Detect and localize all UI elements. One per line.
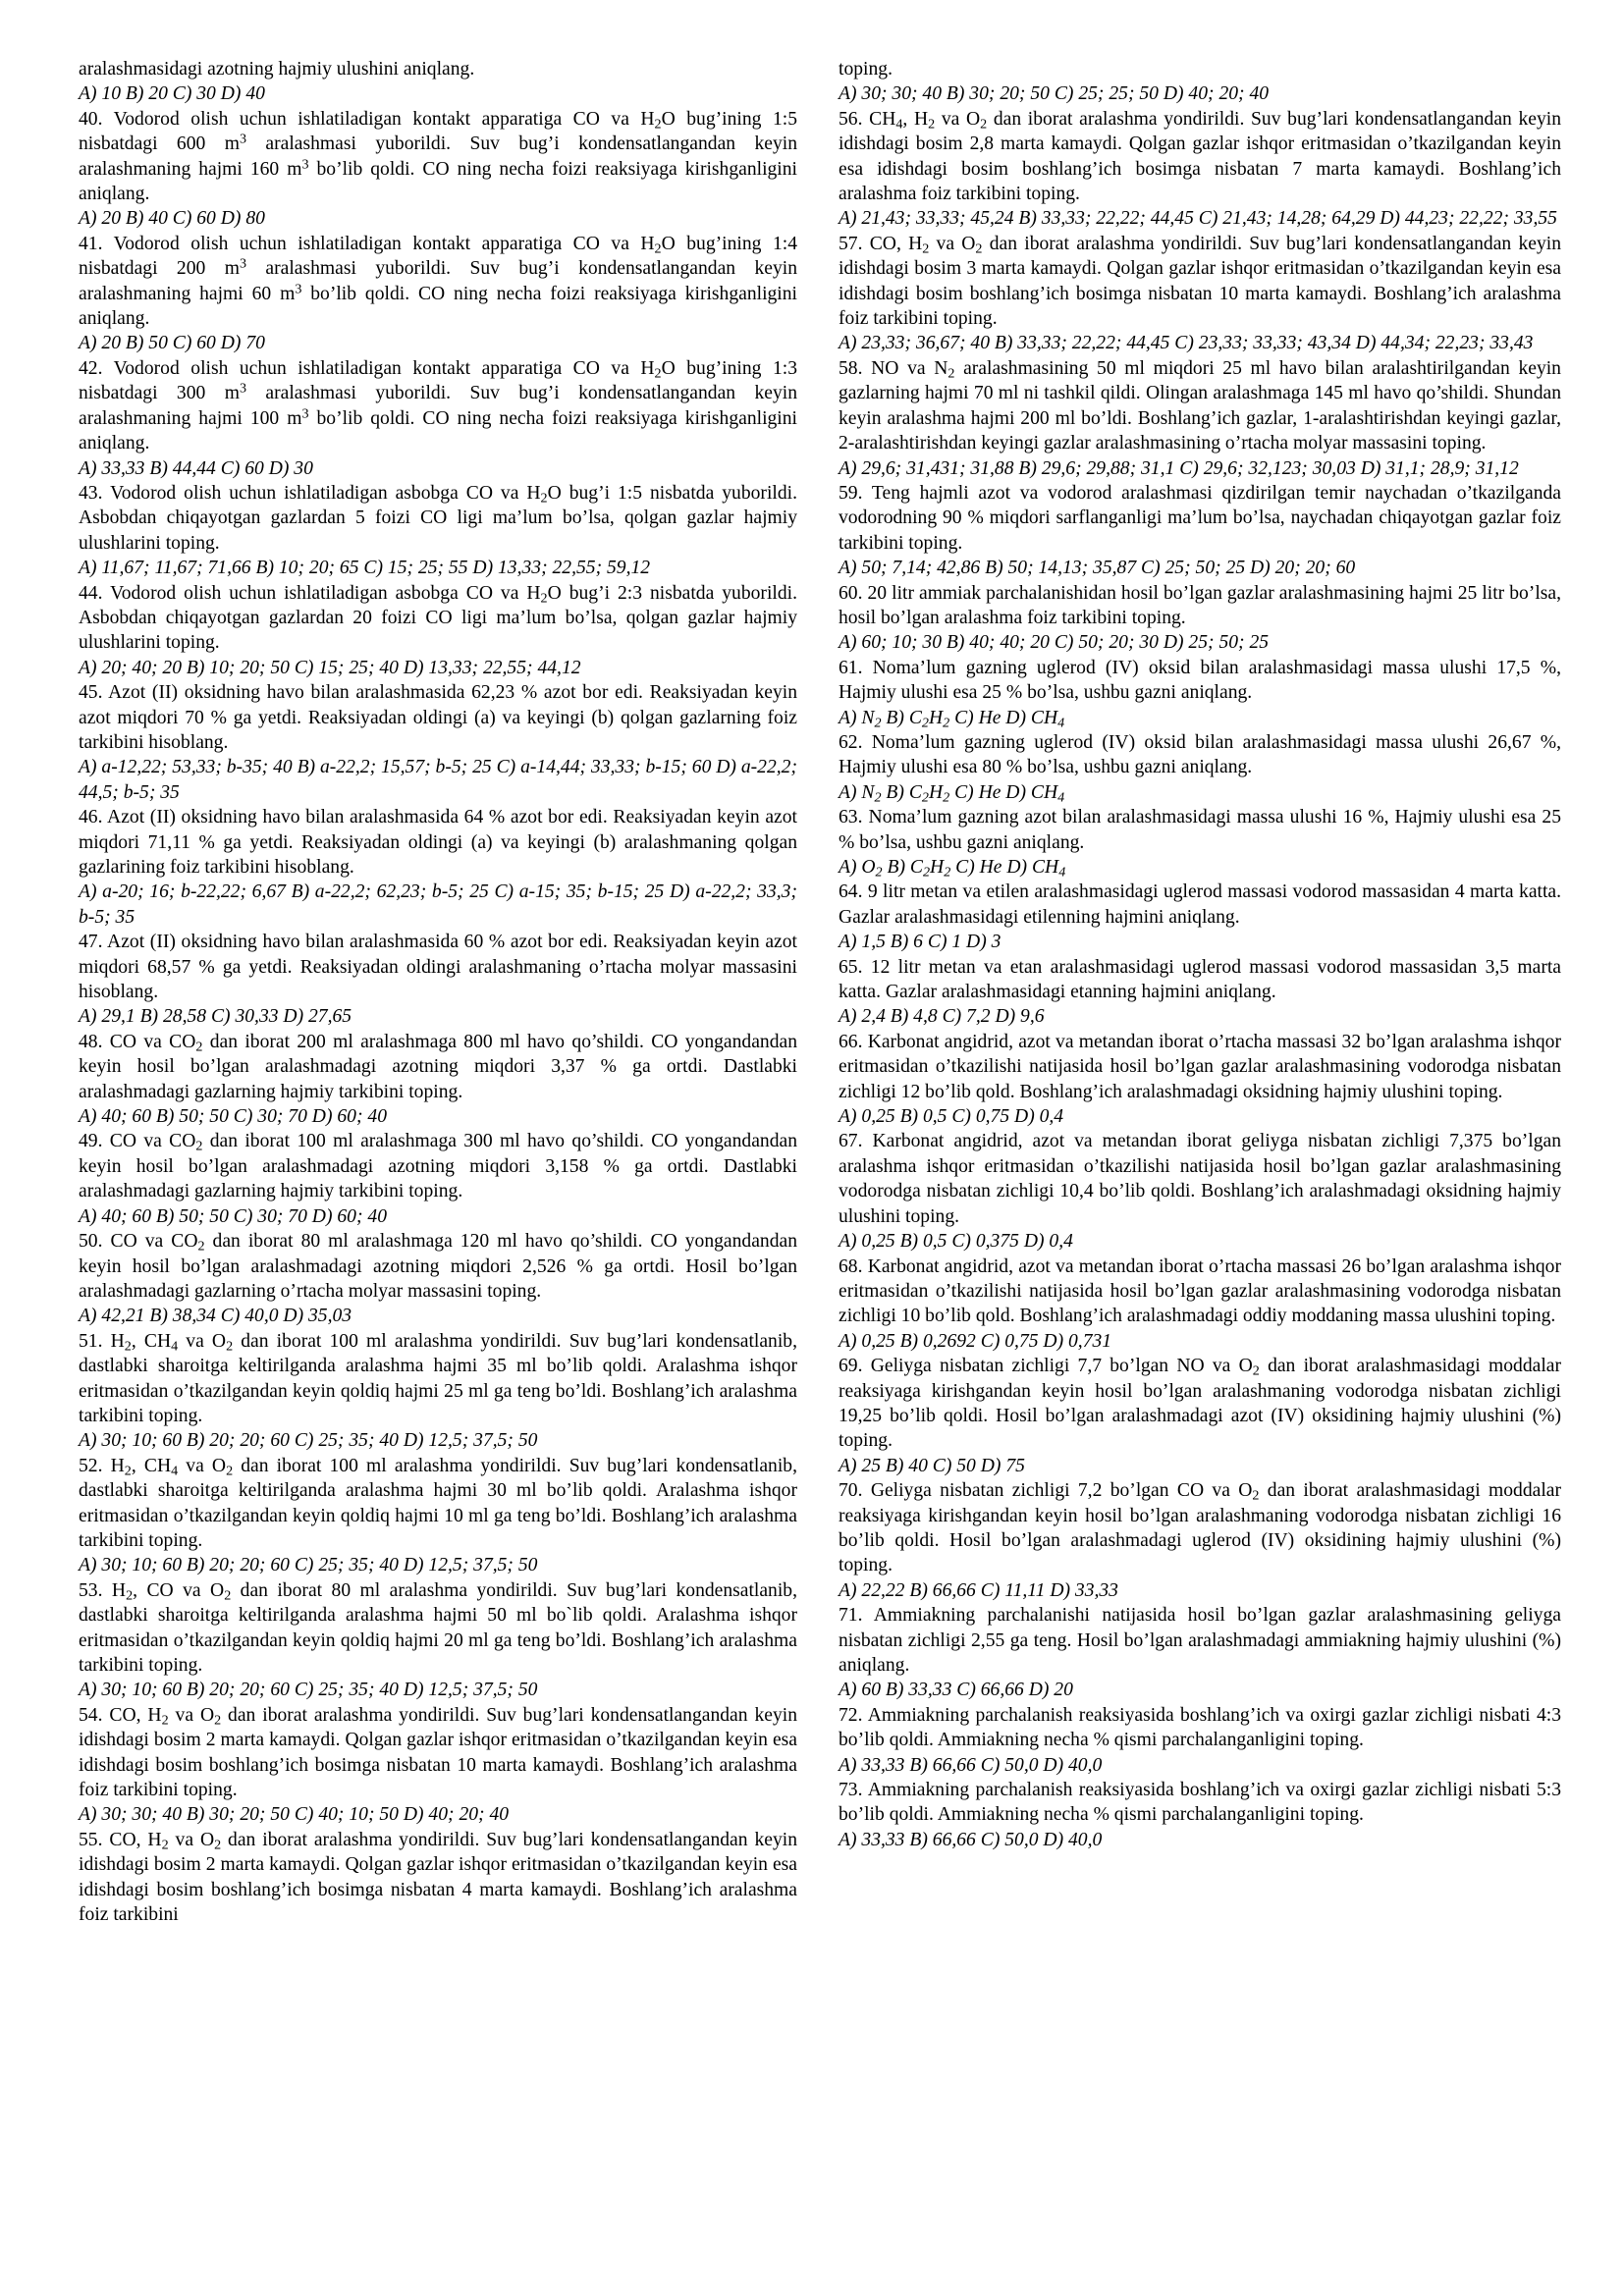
question-text: 48. CO va $CO_2$ dan iborat 200 ml aralashmaga 800 ml havo qo’shildi. CO yongandandan keyin hosil bo’lgan aralashmadagi azotning miqdori 3,37 % ga ortdi. Dastlabki aralashmadagi gazlarning hajmiy tarkibini toping.: [79, 1031, 797, 1102]
answer-options: A) 40; 60 B) 50; 50 C) 30; 70 D) 60; 40: [79, 1205, 387, 1227]
question-text: 42. Vodorod olish uchun ishlatiladigan kontakt apparatiga CO va $H_2O$ bug’ining 1:3 nisbatdagi 300 $m^3$ aralashmasi yuborildi. Suv bug’i kondensatlangandan keyin aralashmaning hajmi 100 $m^3$ bo’lib qoldi. CO ning necha foizi reaksiyaga kirishganligini aniqlang.: [79, 357, 797, 454]
answer-options: A) 20 B) 40 C) 60 D) 80: [79, 208, 265, 230]
question-block: [839, 1778, 1561, 1852]
question-text: 46. Azot (II) oksidning havo bilan aralashmasida 64 % azot bor edi. Reaksiyadan keyin azot miqdori 71,11 % ga yetdi. Reaksiyadan oldingi (a) va keyingi (b) aralashmaning qolgan gazlarining foiz tarkibini hisoblang.: [79, 807, 797, 878]
question-block: [839, 1030, 1561, 1130]
question-block: [79, 107, 797, 232]
question-block: [839, 1478, 1561, 1603]
answer-options: A) 22,22 B) 66,66 C) 11,11 D) 33,33: [839, 1579, 1118, 1601]
question-block: [79, 680, 797, 805]
question-text: 62. Noma’lum gazning uglerod (IV) oksid bilan aralashmasidagi massa ulushi 26,67 %, Hajmiy ulushi esa 80 % bo’lsa, ushbu gazni aniqlang.: [839, 731, 1561, 778]
question-text: 45. Azot (II) oksidning havo bilan aralashmasida 62,23 % azot bor edi. Reaksiyadan keyin azot miqdori 70 % ga yetdi. Reaksiyadan oldingi (a) va keyingi (b) qolgan gazlarning foiz tarkibini hisoblang.: [79, 682, 797, 753]
question-text: 61. Noma’lum gazning uglerod (IV) oksid bilan aralashmasidagi massa ulushi 17,5 %, Hajmiy ulushi esa 25 % bo’lsa, ushbu gazni aniqlang.: [839, 657, 1561, 704]
question-block: [79, 1329, 797, 1454]
answer-options: A) 50; 7,14; 42,86 B) 50; 14,13; 35,87 C) 25; 50; 25 D) 20; 20; 60: [839, 558, 1356, 579]
question-block: [79, 481, 797, 581]
question-block: [839, 1129, 1561, 1254]
question-text: 60. 20 litr ammiak parchalanishidan hosil bo’lgan gazlar aralashmasining hajmi 25 litr bo’lsa, hosil bo’lgan aralashma foiz tarkibini toping.: [839, 582, 1561, 628]
question-block: [839, 656, 1561, 730]
question-text: 72. Ammiakning parchalanish reaksiyasida boshlang’ich va oxirgi gazlar zichligi nisbati 4:3 bo’lib qoldi. Ammiakning necha % qismi parchalanganligini toping.: [839, 1704, 1561, 1751]
answer-options: A) 0,25 B) 0,5 C) 0,75 D) 0,4: [839, 1106, 1064, 1128]
question-block: [79, 930, 797, 1030]
question-text: 59. Teng hajmli azot va vodorod aralashmasi qizdirilgan temir naychadan o’tkazilganda vodorodning 90 % miqdori sarflanganligi ma’lum bo’lsa, naychadan chiqayotgan gazlar foiz tarkibini toping.: [839, 482, 1561, 554]
question-block: [839, 107, 1561, 232]
answer-options: A) 30; 10; 60 B) 20; 20; 60 C) 25; 35; 40 D) 12,5; 37,5; 50: [79, 1555, 538, 1576]
question-block: [839, 805, 1561, 880]
question-block: [79, 1454, 797, 1578]
question-text: 73. Ammiakning parchalanish reaksiyasida boshlang’ich va oxirgi gazlar zichligi nisbati 5:3 bo’lib qoldi. Ammiakning necha % qismi parchalanganligini toping.: [839, 1780, 1561, 1826]
question-block: [79, 581, 797, 681]
question-block: [79, 805, 797, 930]
question-text: 66. Karbonat angidrid, azot va metandan iborat o’rtacha massasi 32 bo’lgan aralashma ishqor eritmasidan o’tkazilishi natijasida hosil bo’lgan gazlar aralashmasining vodorodga nisbatan zichligi 12 bo’lib qold. Boshlang’ich aralashmadagi oksidning hajmiy ulushini toping.: [839, 1031, 1561, 1102]
question-text: 56. $CH_4$, $H_2$ va $O_2$ dan iborat aralashma yondirildi. Suv bug’lari kondensatlangandan keyin idishdagi bosim 2,8 marta kamaydi. Qolgan gazlar ishqor eritmasidan o’tkazilgandan keyin esa idishdagi bosim boshlang’ich bosimga nisbatan 7 marta kamaydi. Boshlang’ich aralashma foiz tarkibini toping.: [839, 108, 1561, 205]
question-text: 41. Vodorod olish uchun ishlatiladigan kontakt apparatiga CO va $H_2O$ bug’ining 1:4 nisbatdagi 200 $m^3$ aralashmasi yuborildi. Suv bug’i kondensatlangandan keyin aralashmaning hajmi 60 $m^3$ bo’lib qoldi. CO ning necha foizi reaksiyaga kirishganligini aniqlang.: [79, 233, 797, 330]
answer-options: A) 60; 10; 30 B) 40; 40; 20 C) 50; 20; 30 D) 25; 50; 25: [839, 632, 1270, 654]
answer-options: A) 21,43; 33,33; 45,24 B) 33,33; 22,22; 44,45 C) 21,43; 14,28; 64,29 D) 44,23; 22,22; 33,55: [839, 208, 1557, 230]
question-text: 44. Vodorod olish uchun ishlatiladigan asbobga CO va $H_2O$ bug’i 2:3 nisbatda yuborildi. Asbobdan chiqayotgan gazlardan 20 foizi CO ligi ma’lum bo’lsa, qolgan gazlar hajmiy ulushlarini toping.: [79, 582, 797, 654]
answer-options: A) 2,4 B) 4,8 C) 7,2 D) 9,6: [839, 1006, 1045, 1028]
question-text: 65. 12 litr metan va etan aralashmasidagi uglerod massasi vodorod massasidan 3,5 marta katta. Gazlar aralashmasidagi etanning hajmini aniqlang.: [839, 956, 1561, 1003]
question-text: 49. CO va $CO_2$ dan iborat 100 ml aralashmaga 300 ml havo qo’shildi. CO yongandandan keyin hosil bo’lgan aralashmadagi azotning miqdori 3,158 % ga ortdi. Dastlabki aralashmadagi gazlarning hajmiy tarkibini toping.: [79, 1131, 797, 1202]
question-text: 47. Azot (II) oksidning havo bilan aralashmasida 60 % azot bor edi. Reaksiyadan keyin azot miqdori 68,57 % ga yetdi. Reaksiyadan oldingi aralashmaning o’rtacha molyar massasini hisoblang.: [79, 932, 797, 1003]
answer-options: A) 29,1 B) 28,58 C) 30,33 D) 27,65: [79, 1006, 352, 1028]
question-text: toping.: [839, 59, 893, 80]
question-block: [79, 1229, 797, 1329]
answer-options: A) a-20; 16; b-22,22; 6,67 B) a-22,2; 62,23; b-5; 25 C) a-15; 35; b-15; 25 D) a-22,2; 33,3; b-5; 35: [79, 881, 797, 928]
question-text: 69. Geliyga nisbatan zichligi 7,7 bo’lgan NO va $O_2$ dan iborat aralashmasidagi moddalar reaksiyaga kirishgandan keyin hosil bo’lgan aralashmaning vodorodga nisbatan zichligi 19,25 bo’lib qoldi. Hosil bo’lgan aralashmadagi azot (IV) oksidining hajmiy ulushini (%) toping.: [839, 1356, 1561, 1452]
question-text: 67. Karbonat angidrid, azot va metandan iborat geliyga nisbatan zichligi 7,375 bo’lgan aralashma ishqor eritmasidan o’tkazilishi natijasida hosil bo’lgan gazlar aralashmasining vodorodga nisbatan zichligi 10,4 bo’lib qoldi. Boshlang’ich aralashmadagi oksidning hajmiy ulushini toping.: [839, 1131, 1561, 1227]
question-block: [79, 1578, 797, 1703]
question-block: [839, 57, 1561, 107]
answer-options: A) 40; 60 B) 50; 50 C) 30; 70 D) 60; 40: [79, 1106, 387, 1128]
answer-options: A) $N_2$ B) $C_2H_2$ C) He D) $CH_4$: [839, 707, 1065, 731]
right-column: [839, 57, 1561, 1852]
answer-options: A) 42,21 B) 38,34 C) 40,0 D) 35,03: [79, 1306, 352, 1327]
question-block: [839, 880, 1561, 954]
question-block: [839, 1255, 1561, 1355]
answer-options: A) 0,25 B) 0,5 C) 0,375 D) 0,4: [839, 1231, 1073, 1253]
question-block: [839, 955, 1561, 1030]
question-text: aralashmasidagi azotning hajmiy ulushini aniqlang.: [79, 59, 475, 80]
answer-options: A) 20 B) 50 C) 60 D) 70: [79, 333, 265, 354]
answer-options: A) 30; 30; 40 B) 30; 20; 50 C) 40; 10; 50 D) 40; 20; 40: [79, 1804, 510, 1826]
question-text: 57. CO, $H_2$ va $O_2$ dan iborat aralashma yondirildi. Suv bug’lari kondensatlangandan keyin idishdagi bosim 3 marta kamaydi. Qolgan gazlar ishqor eritmasidan o’tkazilgandan keyin esa idishdagi bosim boshlang’ich bosimga nisbatan 10 marta kamaydi. Boshlang’ich aralashma foiz tarkibini toping.: [839, 233, 1561, 330]
question-text: 71. Ammiakning parchalanishi natijasida hosil bo’lgan gazlar aralashmasining geliyga nisbatan zichligi 2,55 ga teng. Hosil bo’lgan aralashmadagi ammiakning hajmiy ulushini (%) aniqlang.: [839, 1605, 1561, 1676]
answer-options: A) 1,5 B) 6 C) 1 D) 3: [839, 932, 1001, 953]
question-block: [79, 232, 797, 356]
question-block: [839, 730, 1561, 805]
question-text: 43. Vodorod olish uchun ishlatiladigan asbobga CO va $H_2O$ bug’i 1:5 nisbatda yuborildi. Asbobdan chiqayotgan gazlardan 5 foizi CO ligi ma’lum bo’lsa, qolgan gazlar hajmiy ulushlarini toping.: [79, 482, 797, 554]
question-text: 51. $H_2$, $CH_4$ va $O_2$ dan iborat 100 ml aralashma yondirildi. Suv bug’lari kondensatlanib, dastlabki sharoitga keltirilganda aralashma hajmi 35 ml bo’lib qoldi. Aralashma ishqor eritmasidan o’tkazilgandan keyin qoldiq hajmi 25 ml ga teng bo’ldi. Boshlang’ich aralashma tarkibini toping.: [79, 1330, 797, 1426]
answer-options: A) 25 B) 40 C) 50 D) 75: [839, 1455, 1025, 1476]
question-block: [839, 1703, 1561, 1778]
question-text: 58. NO va $N_2$ aralashmasining 50 ml miqdori 25 ml havo bilan aralashtirilgandan keyin gazlarning hajmi 70 ml ni tashkil qildi. Olingan aralashmaga 145 ml havo qo’shildi. Shundan keyin aralashma hajmi 200 ml bo’ldi. Boshlang’ich gazlar, 1-aralashtirishdan keyingi gazlar, 2-aralashtirishdan keyingi gazlar aralashmasining o’rtacha molyar massasini toping.: [839, 357, 1561, 454]
answer-options: A) $O_2$ B) $C_2H_2$ C) He D) $CH_4$: [839, 857, 1066, 881]
question-block: [79, 1703, 797, 1828]
question-text: 40. Vodorod olish uchun ishlatiladigan kontakt apparatiga CO va $H_2O$ bug’ining 1:5 nisbatdagi 600 $m^3$ aralashmasi yuborildi. Suv bug’i kondensatlangandan keyin aralashmaning hajmi 160 $m^3$ bo’lib qoldi. CO ning necha foizi reaksiyaga kirishganligini aniqlang.: [79, 108, 797, 205]
question-block: [839, 481, 1561, 581]
answer-options: A) 29,6; 31,431; 31,88 B) 29,6; 29,88; 31,1 C) 29,6; 32,123; 30,03 D) 31,1; 28,9; 31,12: [839, 457, 1519, 479]
question-block: [839, 581, 1561, 656]
answer-options: A) $N_2$ B) $C_2H_2$ C) He D) $CH_4$: [839, 781, 1065, 806]
question-text: 63. Noma’lum gazning azot bilan aralashmasidagi massa ulushi 16 %, Hajmiy ulushi esa 25 % bo’lsa, ushbu gazni aniqlang.: [839, 807, 1561, 853]
question-block: [79, 1828, 797, 1928]
question-text: 54. CO, $H_2$ va $O_2$ dan iborat aralashma yondirildi. Suv bug’lari kondensatlangandan keyin idishdagi bosim 2 marta kamaydi. Qolgan gazlar ishqor eritmasidan o’tkazilgandan keyin esa idishdagi bosim boshlang’ich bosimga nisbatan 10 marta kamaydi. Boshlang’ich aralashma foiz tarkibini toping.: [79, 1704, 797, 1801]
question-text: 68. Karbonat angidrid, azot va metandan iborat o’rtacha massasi 26 bo’lgan aralashma ishqor eritmasidan o’tkazilishi natijasida hosil bo’lgan gazlar aralashmasining vodorodga nisbatan zichligi 10 bo’lib qold. Boshlang’ich aralashmadagi oddiy moddaning massa ulushini toping.: [839, 1255, 1561, 1327]
answer-options: A) 33,33 B) 66,66 C) 50,0 D) 40,0: [839, 1754, 1103, 1776]
question-block: [79, 1129, 797, 1229]
answer-options: A) 60 B) 33,33 C) 66,66 D) 20: [839, 1680, 1073, 1701]
answer-options: A) 30; 10; 60 B) 20; 20; 60 C) 25; 35; 40 D) 12,5; 37,5; 50: [79, 1680, 538, 1701]
answer-options: A) 33,33 B) 66,66 C) 50,0 D) 40,0: [839, 1829, 1103, 1850]
question-text: 50. CO va $CO_2$ dan iborat 80 ml aralashmaga 120 ml havo qo’shildi. CO yongandandan keyin hosil bo’lgan aralashmadagi azotning miqdori 2,526 % ga ortdi. Hosil bo’lgan aralashmadagi gazlarning o’rtacha molyar massasini toping.: [79, 1231, 797, 1302]
question-text: 53. $H_2$, CO va $O_2$ dan iborat 80 ml aralashma yondirildi. Suv bug’lari kondensatlanib, dastlabki sharoitga keltirilganda aralashma hajmi 50 ml bo`lib qoldi. Aralashma ishqor eritmasidan o’tkazilgandan keyin qoldiq hajmi 20 ml ga teng bo’ldi. Boshlang’ich aralashma tarkibini toping.: [79, 1579, 797, 1676]
left-column: [79, 57, 797, 1927]
answer-options: A) 23,33; 36,67; 40 B) 33,33; 22,22; 44,45 C) 23,33; 33,33; 43,34 D) 44,34; 22,23; 33,43: [839, 333, 1534, 354]
question-block: [839, 1354, 1561, 1478]
question-block: [79, 1030, 797, 1130]
question-block: [839, 232, 1561, 356]
question-text: 52. $H_2$, $CH_4$ va $O_2$ dan iborat 100 ml aralashma yondirildi. Suv bug’lari kondensatlanib, dastlabki sharoitga keltirilganda aralashma hajmi 30 ml bo’lib qoldi. Aralashma ishqor eritmasidan o’tkazilgandan keyin qoldiq hajmi 10 ml ga teng bo’ldi. Boshlang’ich aralashma tarkibini toping.: [79, 1455, 797, 1551]
question-block: [839, 1603, 1561, 1703]
answer-options: A) 20; 40; 20 B) 10; 20; 50 C) 15; 25; 40 D) 13,33; 22,55; 44,12: [79, 657, 581, 678]
question-block: [79, 57, 797, 107]
question-text: 55. CO, $H_2$ va $O_2$ dan iborat aralashma yondirildi. Suv bug’lari kondensatlangandan keyin idishdagi bosim 2 marta kamaydi. Qolgan gazlar ishqor eritmasidan o’tkazilgandan keyin esa idishdagi bosim boshlang’ich bosimga nisbatan 4 marta kamaydi. Boshlang’ich aralashma foiz tarkibini: [79, 1829, 797, 1926]
answer-options: A) 30; 30; 40 B) 30; 20; 50 C) 25; 25; 50 D) 40; 20; 40: [839, 83, 1270, 105]
answer-options: A) 10 B) 20 C) 30 D) 40: [79, 83, 265, 105]
answer-options: A) 33,33 B) 44,44 C) 60 D) 30: [79, 457, 313, 479]
answer-options: A) 0,25 B) 0,2692 C) 0,75 D) 0,731: [839, 1330, 1112, 1352]
answer-options: A) 30; 10; 60 B) 20; 20; 60 C) 25; 35; 40 D) 12,5; 37,5; 50: [79, 1430, 538, 1452]
question-text: 70. Geliyga nisbatan zichligi 7,2 bo’lgan CO va $O_2$ dan iborat aralashmasidagi moddalar reaksiyaga kirishgandan keyin hosil bo’lgan aralashmaning vodorodga nisbatan zichligi 16 bo’lib qoldi. Hosil bo’lgan aralashmadagi uglerod (IV) oksidining hajmiy ulushini (%) toping.: [839, 1480, 1561, 1576]
question-block: [79, 356, 797, 481]
question-text: 64. 9 litr metan va etilen aralashmasidagi uglerod massasi vodorod massasidan 4 marta katta. Gazlar aralashmasidagi etilenning hajmini aniqlang.: [839, 881, 1561, 928]
question-block: [839, 356, 1561, 481]
answer-options: A) 11,67; 11,67; 71,66 B) 10; 20; 65 C) 15; 25; 55 D) 13,33; 22,55; 59,12: [79, 558, 651, 579]
answer-options: A) a-12,22; 53,33; b-35; 40 B) a-22,2; 15,57; b-5; 25 C) a-14,44; 33,33; b-15; 60 D) a-22,2; 44,5; b-5; 35: [79, 757, 797, 803]
